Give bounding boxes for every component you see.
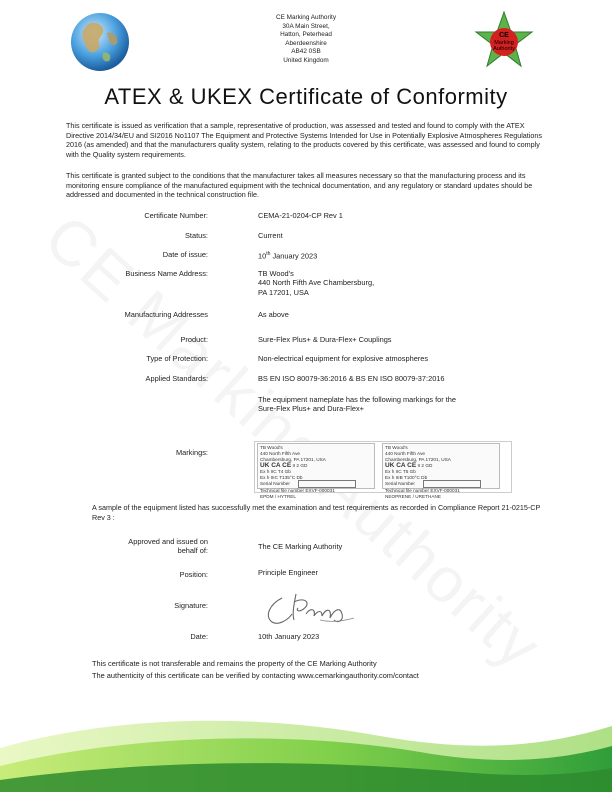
applied-standards-value: BS EN ISO 80079-36:2016 & BS EN ISO 80079-37:2016: [258, 374, 445, 383]
product-value: Sure-Flex Plus+ & Dura-Flex+ Couplings: [258, 335, 392, 344]
status-value: Current: [258, 231, 283, 240]
business-address-label: Business Name Address:: [125, 269, 208, 278]
footer-authenticity-note: The authenticity of this certificate can be verified by contacting www.cemarkingauthority.com/contact: [92, 671, 419, 680]
ce-marking-logo-icon: [470, 10, 538, 72]
certificate-number-label: Certificate Number:: [144, 211, 208, 220]
type-of-protection-value: Non-electrical equipment for explosive atmospheres: [258, 354, 429, 363]
green-wave-footer: [0, 708, 612, 792]
position-value: Principle Engineer: [258, 568, 318, 577]
serial-number-box: [298, 480, 356, 488]
serial-number-box: [423, 480, 481, 488]
markings-label: Markings:: [175, 448, 208, 457]
authority-address: CE Marking Authority 30A Main Street, Hatton, Peterhead Aberdeenshire AB42 0SB United Kingdom: [275, 14, 337, 64]
nameplate-epdm: TB Wood's 440 North Fifth Ave Chambersburg, PA 17201, USA UK CA CE II 2 GD Ex h IIC T4 Gb Ex h IIIC T135°C Db Serial Number Technical file number EXVF-000031 EPDM / HYTREL: [257, 443, 375, 489]
product-label: Product:: [180, 335, 208, 344]
certificate-title: ATEX & UKEX Certificate of Conformity: [104, 84, 508, 109]
date-of-issue-value: 10th January 2023: [258, 251, 318, 261]
status-label: Status:: [184, 231, 208, 240]
approved-value: The CE Marking Authority: [258, 542, 343, 551]
svg-text:Marking: Marking: [494, 40, 514, 46]
signature-label: Signature:: [174, 601, 208, 610]
date-value: 10th January 2023: [258, 632, 320, 641]
footer-transfer-note: This certificate is not transferable and remains the property of the CE Marking Authority: [92, 659, 377, 668]
date-label: Date:: [190, 632, 208, 641]
business-address-value: TB Wood's 440 North Fifth Ave Chambersburg, PA 17201, USA: [258, 269, 375, 297]
applied-standards-label: Applied Standards:: [145, 374, 208, 383]
approved-label: Approved and issued on behalf of:: [128, 537, 208, 556]
manufacturing-addresses-label: Manufacturing Addresses: [124, 310, 208, 319]
globe-icon: [69, 11, 131, 73]
svg-text:Authority: Authority: [493, 46, 515, 52]
date-of-issue-label: Date of issue:: [162, 250, 208, 259]
svg-text:CE: CE: [499, 32, 509, 39]
intro-paragraph-2: This certificate is granted subject to the conditions that the manufacturer takes all measures necessary so that the manufacturing process and its monitoring ensure compliance of the manufactured equipment with the technical documentation, and any regulatory or standard updates should be addressed and documented in the technical construction file.: [66, 171, 533, 200]
signature-image: [262, 590, 358, 628]
position-label: Position:: [179, 570, 208, 579]
markings-note: The equipment nameplate has the following markings for the Sure-Flex Plus+ and Dura-Flex+: [258, 395, 457, 414]
nameplate-neoprene: TB Wood's 440 North Fifth Ave Chambersburg, PA 17201, USA UK CA CE II 2 GD Ex h IIC T5 Gb Ex h IIIB T100°C Db Serial Number Technical file number EXVF-000031 NEOPRENE / URETHANE: [382, 443, 500, 489]
intro-paragraph-1: This certificate is issued as verification that a sample, representative of production, was assessed and tested and found to comply with the ATEX Directive 2014/34/EU and SI2016 No1107 The Equipment and Protective Systems Intended for Use in Potentially Explosive Atmospheres Regulations 2016 (as amended) and that the manufacturers quality system, relating to the products covered by this certificate, was assessed and found to comply with the Quality system requirements.: [66, 121, 542, 159]
compliance-statement: A sample of the equipment listed has successfully met the examination and test requirements as recorded in Compliance Report 21-0215-CP Rev 3 :: [92, 503, 541, 522]
type-of-protection-label: Type of Protection:: [146, 354, 208, 363]
certificate-number-value: CEMA-21-0204-CP Rev 1: [258, 211, 343, 220]
manufacturing-addresses-value: As above: [258, 310, 289, 319]
